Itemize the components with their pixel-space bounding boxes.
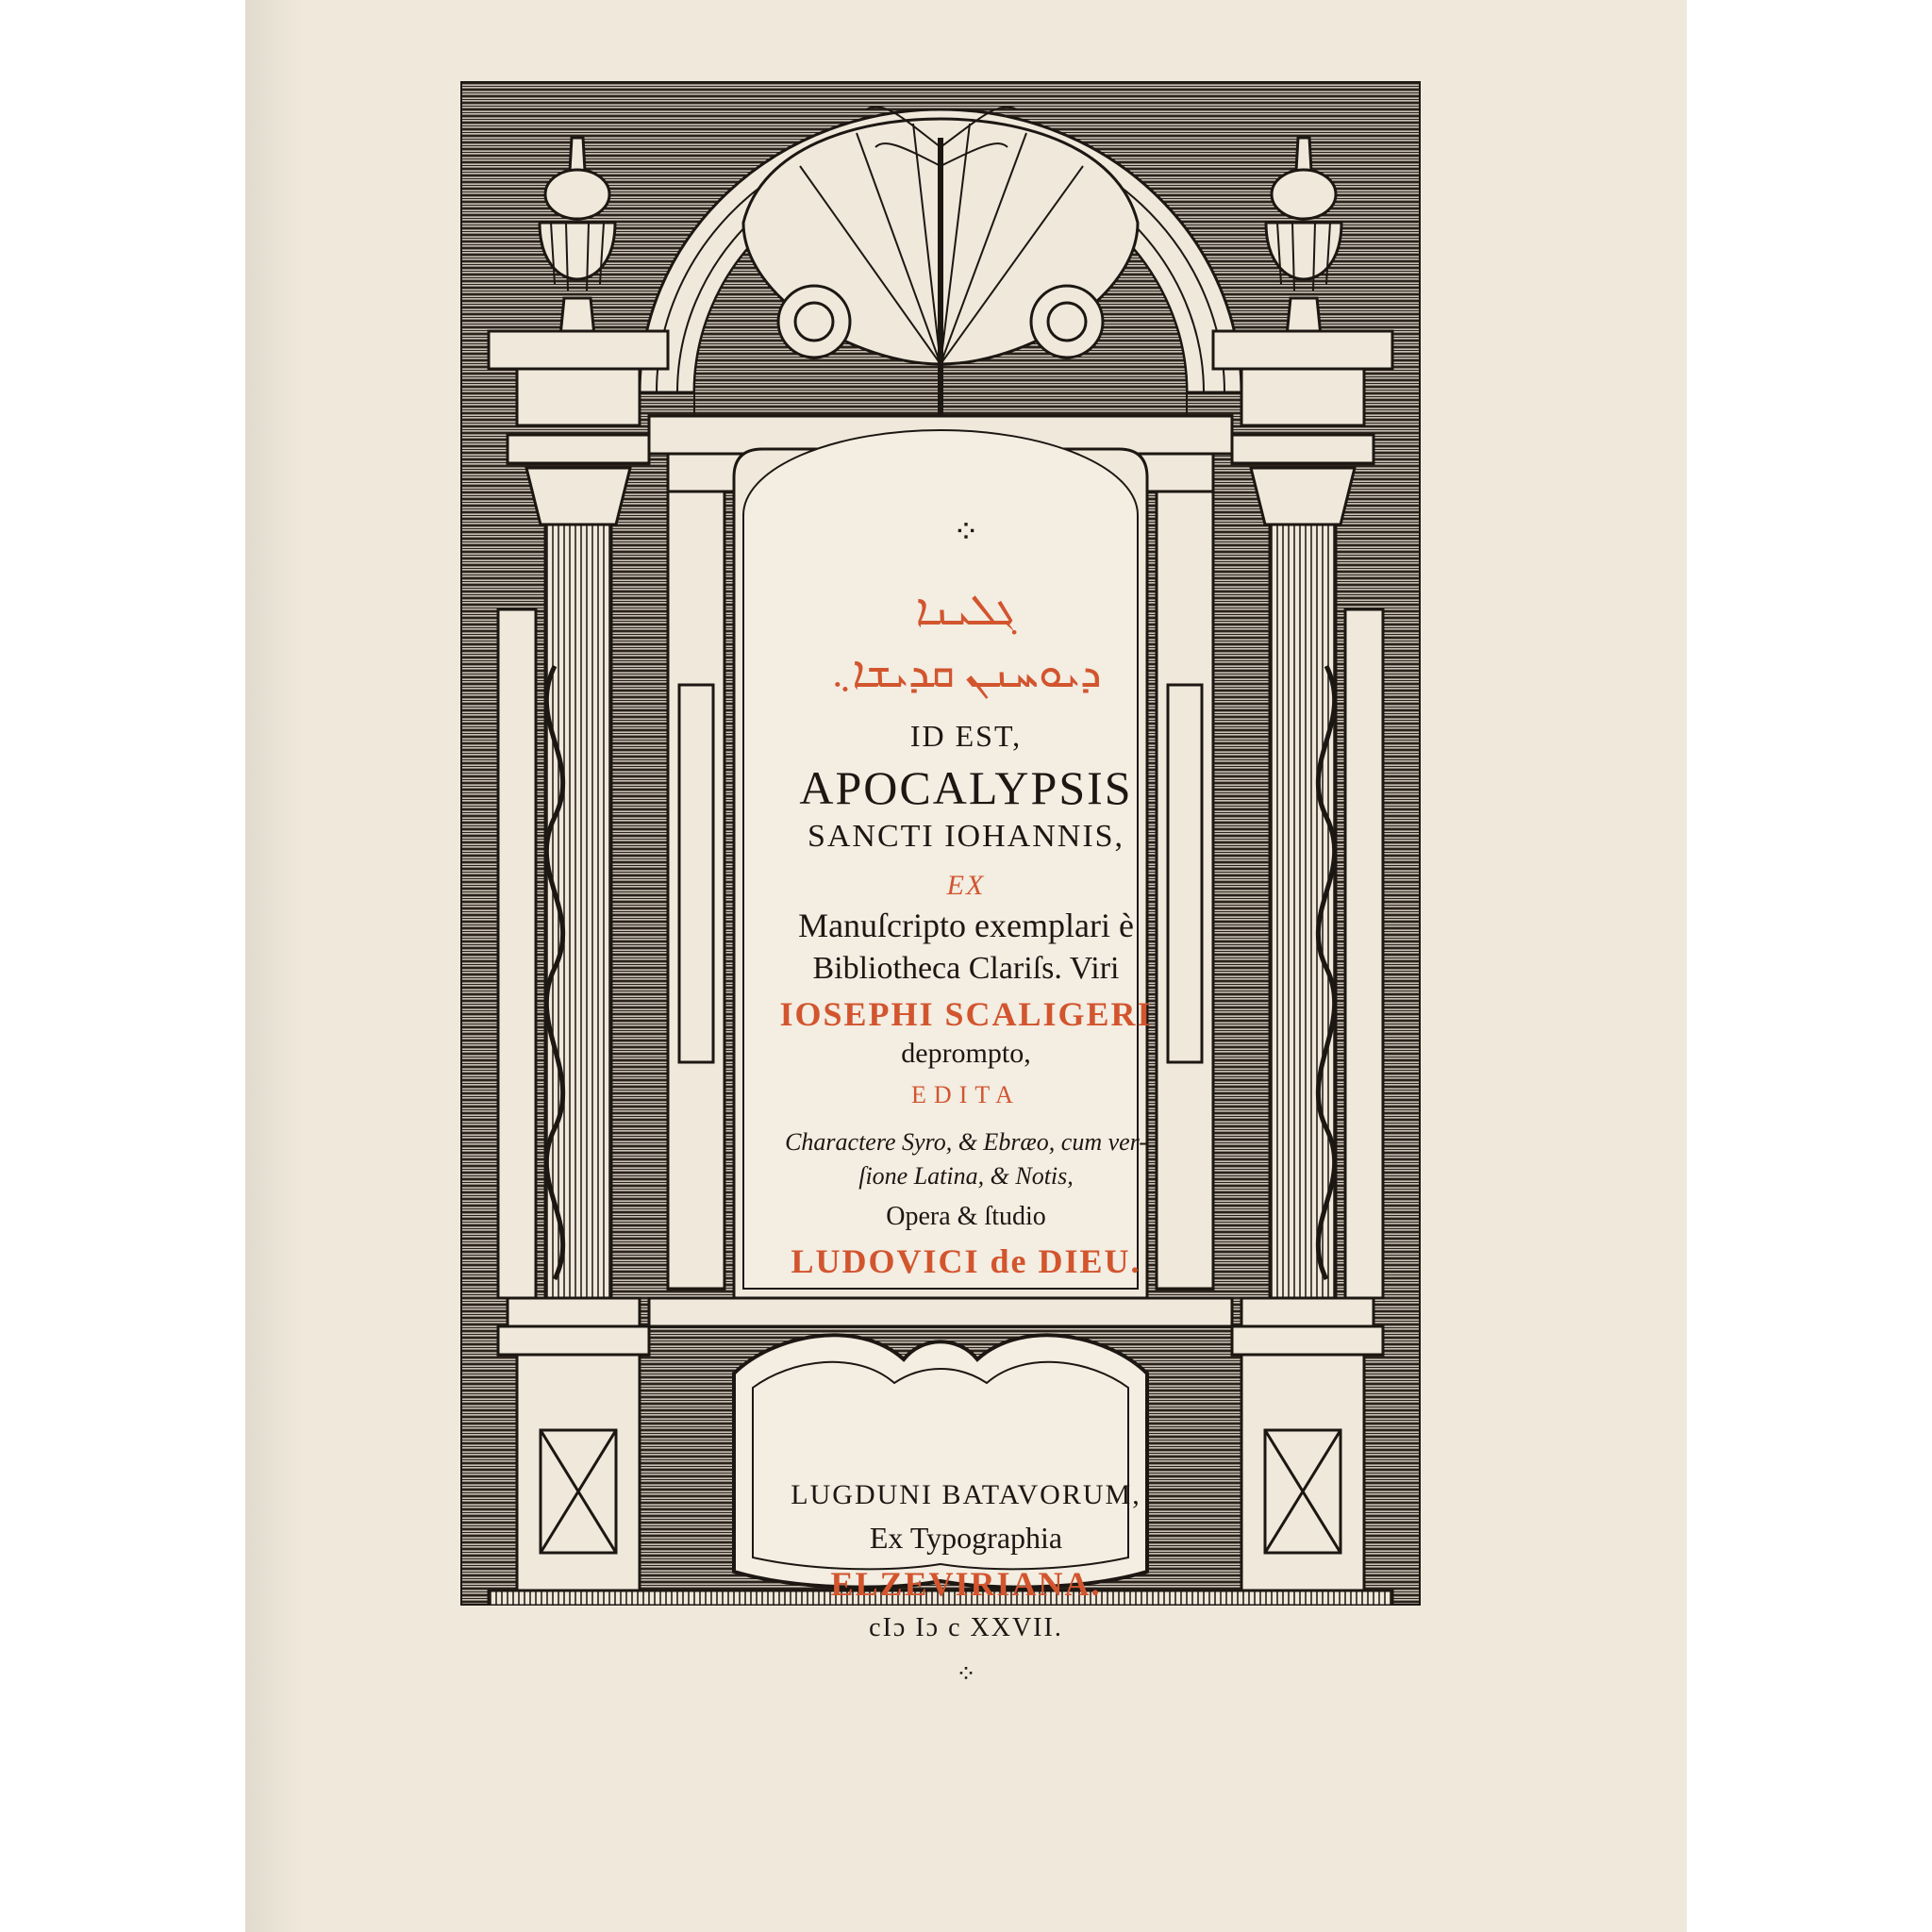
edita-label: EDITA	[911, 1081, 1021, 1108]
ex-label: EX	[946, 870, 986, 901]
opera-studio: Opera & ſtudio	[886, 1202, 1046, 1231]
charactere-line-2: ſione Latina, & Notis,	[858, 1162, 1074, 1190]
ornament-bottom: ⁘	[956, 1660, 976, 1688]
charactere-line-1: Charactere Syro, & Ebræo, cum ver-	[785, 1128, 1147, 1156]
title-apocalypsis: APOCALYPSIS	[799, 761, 1133, 814]
imprint-printer: ELZEVIRIANA.	[830, 1565, 1102, 1603]
imprint-year: cIɔ Iɔ c XXVII.	[869, 1613, 1063, 1642]
id-est: ID EST,	[909, 719, 1023, 753]
syriac-title-line-2: ܕܝܘܚܢܢ ܩܕܝܫܐ܆	[830, 648, 1102, 696]
ornament-top: ⁘	[952, 515, 980, 550]
author-name: LUDOVICI de DIEU.	[791, 1242, 1141, 1280]
subtitle-sancti-iohannis: SANCTI IOHANNIS,	[807, 819, 1125, 854]
deprompto: deprompto,	[901, 1038, 1031, 1069]
imprint-typographia: Ex Typographia	[869, 1521, 1063, 1555]
manuscript-line-2: Bibliotheca Clariſs. Viri	[812, 951, 1120, 986]
syriac-title-line-1: ܓܠܝܢܐ	[915, 586, 1017, 634]
manuscript-line-1: Manuſcripto exemplari è	[798, 907, 1134, 944]
imprint-place: LUGDUNI BATAVORUM,	[791, 1479, 1141, 1510]
scaligeri-name: IOSEPHI SCALIGERI	[779, 995, 1153, 1033]
